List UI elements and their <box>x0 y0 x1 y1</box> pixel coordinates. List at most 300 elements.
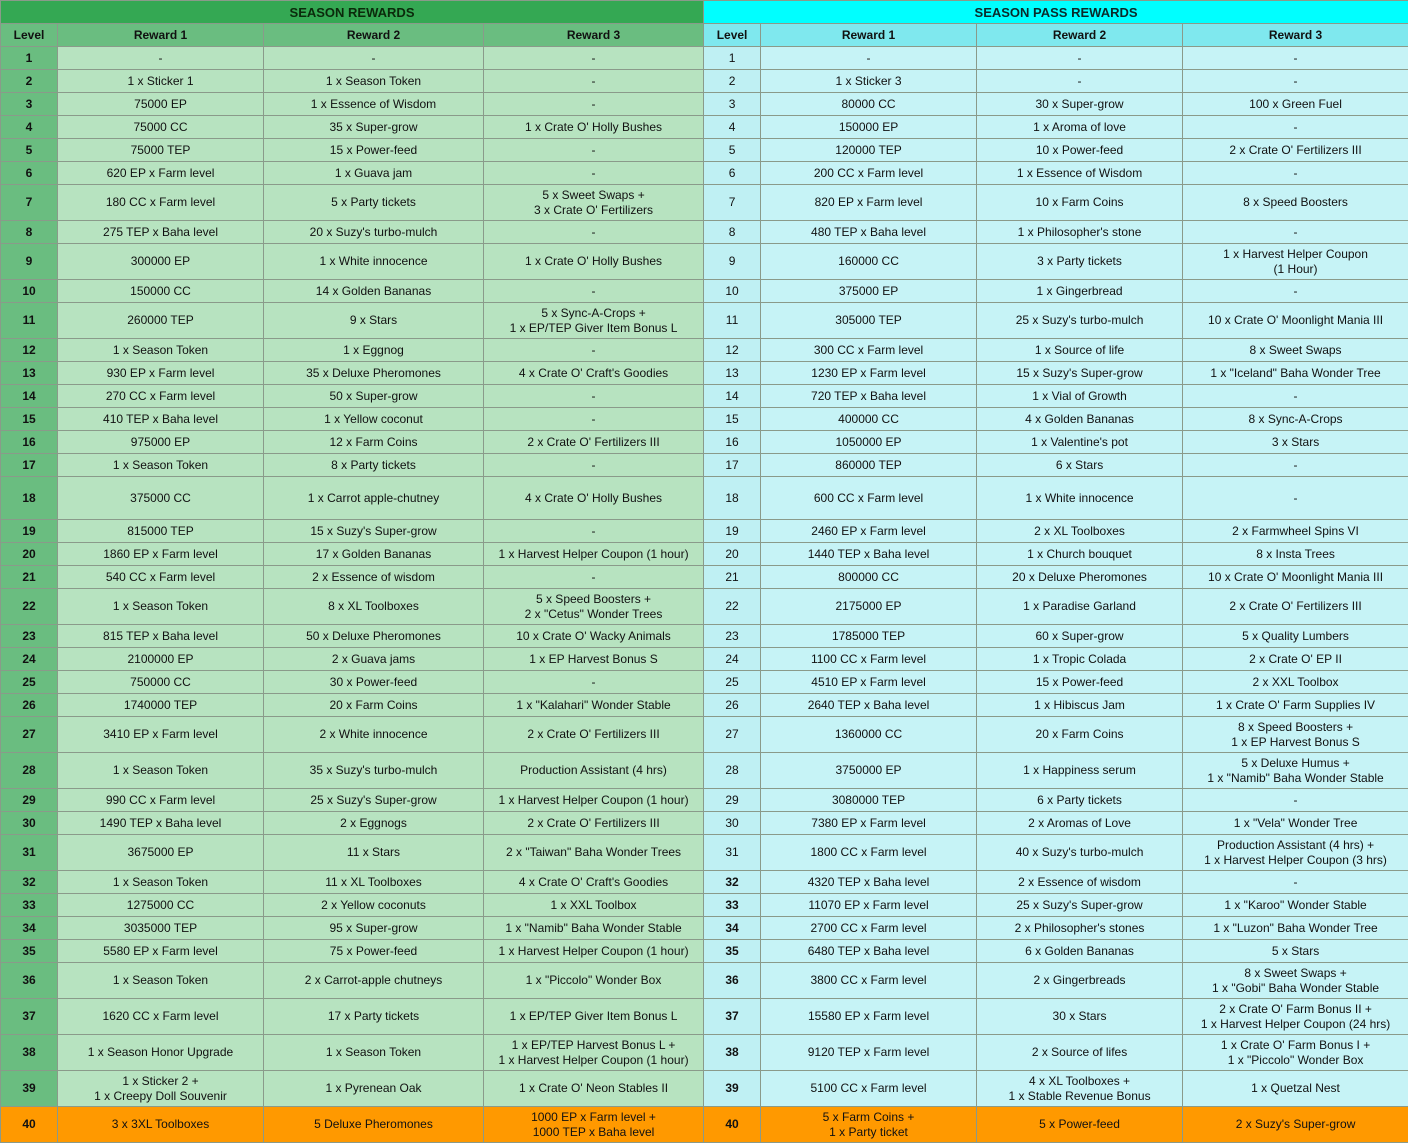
reward-1-cell: 375000 CC <box>58 477 264 520</box>
pass-reward-2-cell: 10 x Farm Coins <box>977 185 1183 221</box>
reward-2-cell: 1 x Pyrenean Oak <box>264 1071 484 1107</box>
pass-level-cell: 29 <box>704 789 761 812</box>
reward-2-cell: 5 Deluxe Pheromones <box>264 1107 484 1143</box>
pass-reward-1-cell: 480 TEP x Baha level <box>761 221 977 244</box>
level-cell: 31 <box>1 835 58 871</box>
table-row <box>1 789 1408 812</box>
reward-2-cell: 30 x Power-feed <box>264 671 484 694</box>
season-rewards-title: SEASON REWARDS <box>1 1 704 24</box>
pass-reward-1-cell: 305000 TEP <box>761 303 977 339</box>
level-cell: 33 <box>1 894 58 917</box>
reward-3-cell: 4 x Crate O' Craft's Goodies <box>484 871 704 894</box>
pass-level-cell: 26 <box>704 694 761 717</box>
reward-3-cell: - <box>484 162 704 185</box>
level-cell: 20 <box>1 543 58 566</box>
reward-3-cell: 2 x Crate O' Fertilizers III <box>484 431 704 454</box>
pass-reward-2-cell: 6 x Stars <box>977 454 1183 477</box>
pass-reward-2-cell: 30 x Super-grow <box>977 93 1183 116</box>
pass-reward-2-cell: 2 x Philosopher's stones <box>977 917 1183 940</box>
level-cell: 13 <box>1 362 58 385</box>
reward-1-cell: 260000 TEP <box>58 303 264 339</box>
level-cell: 17 <box>1 454 58 477</box>
level-cell: 12 <box>1 339 58 362</box>
pass-reward-2-cell: 1 x Church bouquet <box>977 543 1183 566</box>
table-row <box>1 408 1408 431</box>
pass-reward-3-cell: - <box>1183 454 1408 477</box>
pass-reward-3-cell: 8 x Insta Trees <box>1183 543 1408 566</box>
reward-2-cell: 75 x Power-feed <box>264 940 484 963</box>
level-cell: 11 <box>1 303 58 339</box>
reward-2-cell: 2 x Yellow coconuts <box>264 894 484 917</box>
pass-level-cell: 12 <box>704 339 761 362</box>
reward-1-cell: 410 TEP x Baha level <box>58 408 264 431</box>
pass-header-reward-1: Reward 1 <box>761 24 977 47</box>
level-cell: 15 <box>1 408 58 431</box>
pass-reward-3-cell: 100 x Green Fuel <box>1183 93 1408 116</box>
reward-2-cell: 20 x Farm Coins <box>264 694 484 717</box>
reward-2-cell: 8 x Party tickets <box>264 454 484 477</box>
pass-reward-2-cell: 2 x Source of lifes <box>977 1035 1183 1071</box>
pass-level-cell: 5 <box>704 139 761 162</box>
level-cell: 14 <box>1 385 58 408</box>
reward-1-cell: 815 TEP x Baha level <box>58 625 264 648</box>
level-cell: 34 <box>1 917 58 940</box>
pass-reward-2-cell: 2 x XL Toolboxes <box>977 520 1183 543</box>
reward-3-cell: 1 x "Kalahari" Wonder Stable <box>484 694 704 717</box>
reward-1-cell: 930 EP x Farm level <box>58 362 264 385</box>
pass-reward-2-cell: 1 x Tropic Colada <box>977 648 1183 671</box>
table-row <box>1 431 1408 454</box>
reward-3-cell: - <box>484 47 704 70</box>
table-row <box>1 1035 1408 1071</box>
table-row <box>1 93 1408 116</box>
pass-reward-2-cell: 2 x Aromas of Love <box>977 812 1183 835</box>
reward-3-cell: - <box>484 408 704 431</box>
reward-3-cell: - <box>484 385 704 408</box>
pass-reward-2-cell: 4 x Golden Bananas <box>977 408 1183 431</box>
reward-2-cell: 11 x Stars <box>264 835 484 871</box>
pass-level-cell: 14 <box>704 385 761 408</box>
reward-3-cell: 4 x Crate O' Craft's Goodies <box>484 362 704 385</box>
pass-level-cell: 20 <box>704 543 761 566</box>
pass-reward-3-cell: 8 x Speed Boosters + 1 x EP Harvest Bonus S <box>1183 717 1408 753</box>
reward-1-cell: 620 EP x Farm level <box>58 162 264 185</box>
pass-level-cell: 13 <box>704 362 761 385</box>
pass-reward-1-cell: 6480 TEP x Baha level <box>761 940 977 963</box>
pass-level-cell: 7 <box>704 185 761 221</box>
pass-level-cell: 28 <box>704 753 761 789</box>
reward-3-cell: 2 x Crate O' Fertilizers III <box>484 812 704 835</box>
pass-level-cell: 16 <box>704 431 761 454</box>
reward-3-cell: 1 x EP Harvest Bonus S <box>484 648 704 671</box>
reward-2-cell: 20 x Suzy's turbo-mulch <box>264 221 484 244</box>
pass-reward-1-cell: 200 CC x Farm level <box>761 162 977 185</box>
reward-1-cell: 300000 EP <box>58 244 264 280</box>
pass-reward-1-cell: 3800 CC x Farm level <box>761 963 977 999</box>
reward-2-cell: 17 x Golden Bananas <box>264 543 484 566</box>
pass-reward-3-cell: 8 x Speed Boosters <box>1183 185 1408 221</box>
pass-reward-1-cell: 160000 CC <box>761 244 977 280</box>
pass-reward-3-cell: 1 x "Karoo" Wonder Stable <box>1183 894 1408 917</box>
reward-2-cell: 2 x White innocence <box>264 717 484 753</box>
pass-reward-1-cell: 1 x Sticker 3 <box>761 70 977 93</box>
reward-2-cell: 50 x Deluxe Pheromones <box>264 625 484 648</box>
column-header-row <box>1 24 1408 47</box>
reward-2-cell: 1 x Essence of Wisdom <box>264 93 484 116</box>
reward-3-cell: 1 x Harvest Helper Coupon (1 hour) <box>484 543 704 566</box>
table-row <box>1 385 1408 408</box>
pass-level-cell: 6 <box>704 162 761 185</box>
level-cell: 36 <box>1 963 58 999</box>
pass-level-cell: 10 <box>704 280 761 303</box>
level-cell: 39 <box>1 1071 58 1107</box>
pass-reward-3-cell: 2 x Farmwheel Spins VI <box>1183 520 1408 543</box>
pass-reward-2-cell: 10 x Power-feed <box>977 139 1183 162</box>
level-cell: 37 <box>1 999 58 1035</box>
level-cell: 10 <box>1 280 58 303</box>
pass-level-cell: 1 <box>704 47 761 70</box>
pass-reward-1-cell: 80000 CC <box>761 93 977 116</box>
pass-reward-3-cell: 1 x "Iceland" Baha Wonder Tree <box>1183 362 1408 385</box>
pass-reward-3-cell: 5 x Stars <box>1183 940 1408 963</box>
pass-level-cell: 38 <box>704 1035 761 1071</box>
pass-reward-3-cell: 8 x Sweet Swaps <box>1183 339 1408 362</box>
pass-reward-2-cell: 15 x Suzy's Super-grow <box>977 362 1183 385</box>
pass-reward-2-cell: 4 x XL Toolboxes + 1 x Stable Revenue Bonus <box>977 1071 1183 1107</box>
level-cell: 3 <box>1 93 58 116</box>
reward-3-cell: - <box>484 139 704 162</box>
table-row <box>1 221 1408 244</box>
pass-reward-3-cell: - <box>1183 871 1408 894</box>
pass-reward-3-cell: 2 x Suzy's Super-grow <box>1183 1107 1408 1143</box>
pass-reward-1-cell: 3080000 TEP <box>761 789 977 812</box>
reward-1-cell: 1 x Season Honor Upgrade <box>58 1035 264 1071</box>
level-cell: 29 <box>1 789 58 812</box>
level-cell: 9 <box>1 244 58 280</box>
pass-reward-1-cell: 3750000 EP <box>761 753 977 789</box>
pass-reward-1-cell: 720 TEP x Baha level <box>761 385 977 408</box>
pass-reward-2-cell: 40 x Suzy's turbo-mulch <box>977 835 1183 871</box>
level-cell: 7 <box>1 185 58 221</box>
reward-1-cell: 180 CC x Farm level <box>58 185 264 221</box>
pass-level-cell: 36 <box>704 963 761 999</box>
table-row <box>1 339 1408 362</box>
reward-3-cell: 4 x Crate O' Holly Bushes <box>484 477 704 520</box>
table-row <box>1 303 1408 339</box>
pass-reward-3-cell: 10 x Crate O' Moonlight Mania III <box>1183 303 1408 339</box>
pass-reward-2-cell: 20 x Farm Coins <box>977 717 1183 753</box>
reward-2-cell: 17 x Party tickets <box>264 999 484 1035</box>
reward-2-cell: 1 x Season Token <box>264 1035 484 1071</box>
pass-reward-1-cell: 1360000 CC <box>761 717 977 753</box>
table-row <box>1 543 1408 566</box>
table-row <box>1 999 1408 1035</box>
pass-level-cell: 19 <box>704 520 761 543</box>
pass-level-cell: 4 <box>704 116 761 139</box>
reward-2-cell: 1 x Guava jam <box>264 162 484 185</box>
reward-2-cell: 1 x Yellow coconut <box>264 408 484 431</box>
pass-level-cell: 40 <box>704 1107 761 1143</box>
pass-reward-1-cell: 375000 EP <box>761 280 977 303</box>
section-header-row <box>1 1 1408 24</box>
pass-reward-3-cell: 1 x "Luzon" Baha Wonder Tree <box>1183 917 1408 940</box>
reward-3-cell: 2 x Crate O' Fertilizers III <box>484 717 704 753</box>
level-cell: 25 <box>1 671 58 694</box>
reward-3-cell: - <box>484 339 704 362</box>
pass-reward-1-cell: 300 CC x Farm level <box>761 339 977 362</box>
pass-reward-3-cell: 1 x Crate O' Farm Bonus I + 1 x "Piccolo" Wonder Box <box>1183 1035 1408 1071</box>
pass-reward-1-cell: 2700 CC x Farm level <box>761 917 977 940</box>
reward-1-cell: 3675000 EP <box>58 835 264 871</box>
reward-1-cell: 990 CC x Farm level <box>58 789 264 812</box>
level-cell: 18 <box>1 477 58 520</box>
pass-reward-3-cell: - <box>1183 789 1408 812</box>
reward-1-cell: 1 x Season Token <box>58 963 264 999</box>
table-row <box>1 835 1408 871</box>
pass-reward-3-cell: 2 x XXL Toolbox <box>1183 671 1408 694</box>
reward-1-cell: 3035000 TEP <box>58 917 264 940</box>
pass-reward-1-cell: 860000 TEP <box>761 454 977 477</box>
reward-1-cell: 1 x Sticker 1 <box>58 70 264 93</box>
table-row <box>1 671 1408 694</box>
reward-2-cell: 14 x Golden Bananas <box>264 280 484 303</box>
pass-level-cell: 35 <box>704 940 761 963</box>
pass-level-cell: 15 <box>704 408 761 431</box>
reward-2-cell: 12 x Farm Coins <box>264 431 484 454</box>
table-row <box>1 70 1408 93</box>
pass-reward-2-cell: - <box>977 47 1183 70</box>
pass-reward-3-cell: 2 x Crate O' Fertilizers III <box>1183 589 1408 625</box>
reward-1-cell: 5580 EP x Farm level <box>58 940 264 963</box>
pass-reward-2-cell: 2 x Gingerbreads <box>977 963 1183 999</box>
table-row <box>1 116 1408 139</box>
reward-2-cell: 15 x Power-feed <box>264 139 484 162</box>
pass-reward-1-cell: 4320 TEP x Baha level <box>761 871 977 894</box>
pass-level-cell: 39 <box>704 1071 761 1107</box>
pass-level-cell: 30 <box>704 812 761 835</box>
pass-reward-2-cell: 1 x Paradise Garland <box>977 589 1183 625</box>
pass-reward-2-cell: 6 x Golden Bananas <box>977 940 1183 963</box>
table-row <box>1 694 1408 717</box>
pass-reward-2-cell: 1 x Gingerbread <box>977 280 1183 303</box>
level-cell: 28 <box>1 753 58 789</box>
table-row <box>1 139 1408 162</box>
level-cell: 21 <box>1 566 58 589</box>
reward-3-cell: Production Assistant (4 hrs) <box>484 753 704 789</box>
level-cell: 23 <box>1 625 58 648</box>
level-cell: 1 <box>1 47 58 70</box>
pass-reward-2-cell: 1 x Essence of Wisdom <box>977 162 1183 185</box>
season-pass-rewards-title: SEASON PASS REWARDS <box>704 1 1408 24</box>
level-cell: 40 <box>1 1107 58 1143</box>
pass-reward-1-cell: 1440 TEP x Baha level <box>761 543 977 566</box>
pass-reward-2-cell: 6 x Party tickets <box>977 789 1183 812</box>
reward-1-cell: 1 x Sticker 2 + 1 x Creepy Doll Souvenir <box>58 1071 264 1107</box>
level-cell: 6 <box>1 162 58 185</box>
pass-header-reward-2: Reward 2 <box>977 24 1183 47</box>
reward-3-cell: - <box>484 454 704 477</box>
pass-reward-3-cell: 2 x Crate O' Farm Bonus II + 1 x Harvest Helper Coupon (24 hrs) <box>1183 999 1408 1035</box>
reward-3-cell: 10 x Crate O' Wacky Animals <box>484 625 704 648</box>
reward-2-cell: 1 x Season Token <box>264 70 484 93</box>
pass-level-cell: 21 <box>704 566 761 589</box>
table-row <box>1 162 1408 185</box>
header-reward-3: Reward 3 <box>484 24 704 47</box>
reward-3-cell: 1000 EP x Farm level + 1000 TEP x Baha level <box>484 1107 704 1143</box>
level-cell: 16 <box>1 431 58 454</box>
reward-1-cell: 150000 CC <box>58 280 264 303</box>
reward-2-cell: 2 x Eggnogs <box>264 812 484 835</box>
pass-level-cell: 22 <box>704 589 761 625</box>
reward-2-cell: 35 x Deluxe Pheromones <box>264 362 484 385</box>
pass-reward-3-cell: 3 x Stars <box>1183 431 1408 454</box>
table-row <box>1 566 1408 589</box>
reward-3-cell: 1 x XXL Toolbox <box>484 894 704 917</box>
reward-1-cell: 2100000 EP <box>58 648 264 671</box>
pass-reward-1-cell: 600 CC x Farm level <box>761 477 977 520</box>
pass-reward-2-cell: 1 x White innocence <box>977 477 1183 520</box>
reward-1-cell: 3410 EP x Farm level <box>58 717 264 753</box>
pass-reward-1-cell: 2640 TEP x Baha level <box>761 694 977 717</box>
pass-reward-3-cell: 1 x Quetzal Nest <box>1183 1071 1408 1107</box>
pass-reward-1-cell: 820 EP x Farm level <box>761 185 977 221</box>
reward-1-cell: 75000 EP <box>58 93 264 116</box>
pass-reward-2-cell: - <box>977 70 1183 93</box>
pass-level-cell: 33 <box>704 894 761 917</box>
pass-level-cell: 8 <box>704 221 761 244</box>
pass-reward-2-cell: 1 x Valentine's pot <box>977 431 1183 454</box>
pass-reward-1-cell: 400000 CC <box>761 408 977 431</box>
table-row <box>1 280 1408 303</box>
reward-1-cell: 75000 CC <box>58 116 264 139</box>
reward-2-cell: 25 x Suzy's Super-grow <box>264 789 484 812</box>
pass-level-cell: 27 <box>704 717 761 753</box>
reward-2-cell: 2 x Guava jams <box>264 648 484 671</box>
table-row <box>1 454 1408 477</box>
reward-1-cell: 1 x Season Token <box>58 339 264 362</box>
reward-3-cell: 1 x EP/TEP Giver Item Bonus L <box>484 999 704 1035</box>
reward-3-cell: 1 x "Namib" Baha Wonder Stable <box>484 917 704 940</box>
pass-reward-1-cell: 1100 CC x Farm level <box>761 648 977 671</box>
header-reward-1: Reward 1 <box>58 24 264 47</box>
pass-reward-3-cell: 8 x Sync-A-Crops <box>1183 408 1408 431</box>
header-reward-2: Reward 2 <box>264 24 484 47</box>
table-row <box>1 871 1408 894</box>
table-row <box>1 717 1408 753</box>
reward-1-cell: 815000 TEP <box>58 520 264 543</box>
level-cell: 4 <box>1 116 58 139</box>
header-level: Level <box>1 24 58 47</box>
pass-reward-3-cell: - <box>1183 70 1408 93</box>
pass-reward-1-cell: 2460 EP x Farm level <box>761 520 977 543</box>
reward-3-cell: 1 x "Piccolo" Wonder Box <box>484 963 704 999</box>
pass-reward-3-cell: 2 x Crate O' EP II <box>1183 648 1408 671</box>
pass-reward-2-cell: 1 x Aroma of love <box>977 116 1183 139</box>
reward-2-cell: 2 x Essence of wisdom <box>264 566 484 589</box>
reward-1-cell: 1275000 CC <box>58 894 264 917</box>
pass-level-cell: 25 <box>704 671 761 694</box>
reward-2-cell: 8 x XL Toolboxes <box>264 589 484 625</box>
level-cell: 24 <box>1 648 58 671</box>
table-row <box>1 963 1408 999</box>
reward-2-cell: 1 x Eggnog <box>264 339 484 362</box>
pass-reward-1-cell: 9120 TEP x Farm level <box>761 1035 977 1071</box>
pass-reward-3-cell: 1 x "Vela" Wonder Tree <box>1183 812 1408 835</box>
level-cell: 35 <box>1 940 58 963</box>
pass-reward-1-cell: 11070 EP x Farm level <box>761 894 977 917</box>
pass-reward-2-cell: 20 x Deluxe Pheromones <box>977 566 1183 589</box>
reward-1-cell: 1 x Season Token <box>58 753 264 789</box>
level-cell: 26 <box>1 694 58 717</box>
reward-2-cell: 2 x Carrot-apple chutneys <box>264 963 484 999</box>
pass-level-cell: 3 <box>704 93 761 116</box>
reward-2-cell: 35 x Suzy's turbo-mulch <box>264 753 484 789</box>
table-row <box>1 47 1408 70</box>
reward-2-cell: 11 x XL Toolboxes <box>264 871 484 894</box>
pass-reward-1-cell: 7380 EP x Farm level <box>761 812 977 835</box>
table-row <box>1 589 1408 625</box>
reward-3-cell: - <box>484 566 704 589</box>
table-row <box>1 185 1408 221</box>
pass-reward-1-cell: 2175000 EP <box>761 589 977 625</box>
pass-level-cell: 2 <box>704 70 761 93</box>
table-row <box>1 362 1408 385</box>
pass-reward-1-cell: 800000 CC <box>761 566 977 589</box>
pass-reward-1-cell: 5 x Farm Coins + 1 x Party ticket <box>761 1107 977 1143</box>
level-cell: 30 <box>1 812 58 835</box>
table-row <box>1 1071 1408 1107</box>
level-cell: 27 <box>1 717 58 753</box>
reward-2-cell: - <box>264 47 484 70</box>
reward-3-cell: 1 x Crate O' Neon Stables II <box>484 1071 704 1107</box>
reward-1-cell: 1 x Season Token <box>58 871 264 894</box>
pass-reward-2-cell: 1 x Philosopher's stone <box>977 221 1183 244</box>
pass-reward-1-cell: 1230 EP x Farm level <box>761 362 977 385</box>
pass-reward-3-cell: - <box>1183 280 1408 303</box>
pass-reward-3-cell: 10 x Crate O' Moonlight Mania III <box>1183 566 1408 589</box>
reward-1-cell: 270 CC x Farm level <box>58 385 264 408</box>
reward-1-cell: 1 x Season Token <box>58 454 264 477</box>
pass-reward-3-cell: 5 x Quality Lumbers <box>1183 625 1408 648</box>
table-row <box>1 520 1408 543</box>
level-cell: 2 <box>1 70 58 93</box>
reward-1-cell: 75000 TEP <box>58 139 264 162</box>
pass-reward-2-cell: 1 x Happiness serum <box>977 753 1183 789</box>
pass-reward-3-cell: - <box>1183 162 1408 185</box>
reward-3-cell: 5 x Speed Boosters + 2 x "Cetus" Wonder Trees <box>484 589 704 625</box>
pass-reward-3-cell: 8 x Sweet Swaps + 1 x "Gobi" Baha Wonder Stable <box>1183 963 1408 999</box>
pass-reward-3-cell: 1 x Harvest Helper Coupon (1 Hour) <box>1183 244 1408 280</box>
reward-3-cell: - <box>484 93 704 116</box>
reward-3-cell: 1 x Harvest Helper Coupon (1 hour) <box>484 940 704 963</box>
pass-level-cell: 18 <box>704 477 761 520</box>
pass-reward-2-cell: 30 x Stars <box>977 999 1183 1035</box>
pass-reward-1-cell: 15580 EP x Farm level <box>761 999 977 1035</box>
pass-reward-3-cell: - <box>1183 385 1408 408</box>
reward-3-cell: - <box>484 70 704 93</box>
reward-3-cell: - <box>484 520 704 543</box>
reward-1-cell: 975000 EP <box>58 431 264 454</box>
pass-reward-3-cell: Production Assistant (4 hrs) + 1 x Harvest Helper Coupon (3 hrs) <box>1183 835 1408 871</box>
pass-level-cell: 11 <box>704 303 761 339</box>
reward-1-cell: 1860 EP x Farm level <box>58 543 264 566</box>
pass-reward-1-cell: 1050000 EP <box>761 431 977 454</box>
reward-1-cell: 1740000 TEP <box>58 694 264 717</box>
pass-reward-2-cell: 15 x Power-feed <box>977 671 1183 694</box>
pass-reward-3-cell: - <box>1183 477 1408 520</box>
pass-reward-3-cell: 2 x Crate O' Fertilizers III <box>1183 139 1408 162</box>
pass-reward-2-cell: 1 x Hibiscus Jam <box>977 694 1183 717</box>
